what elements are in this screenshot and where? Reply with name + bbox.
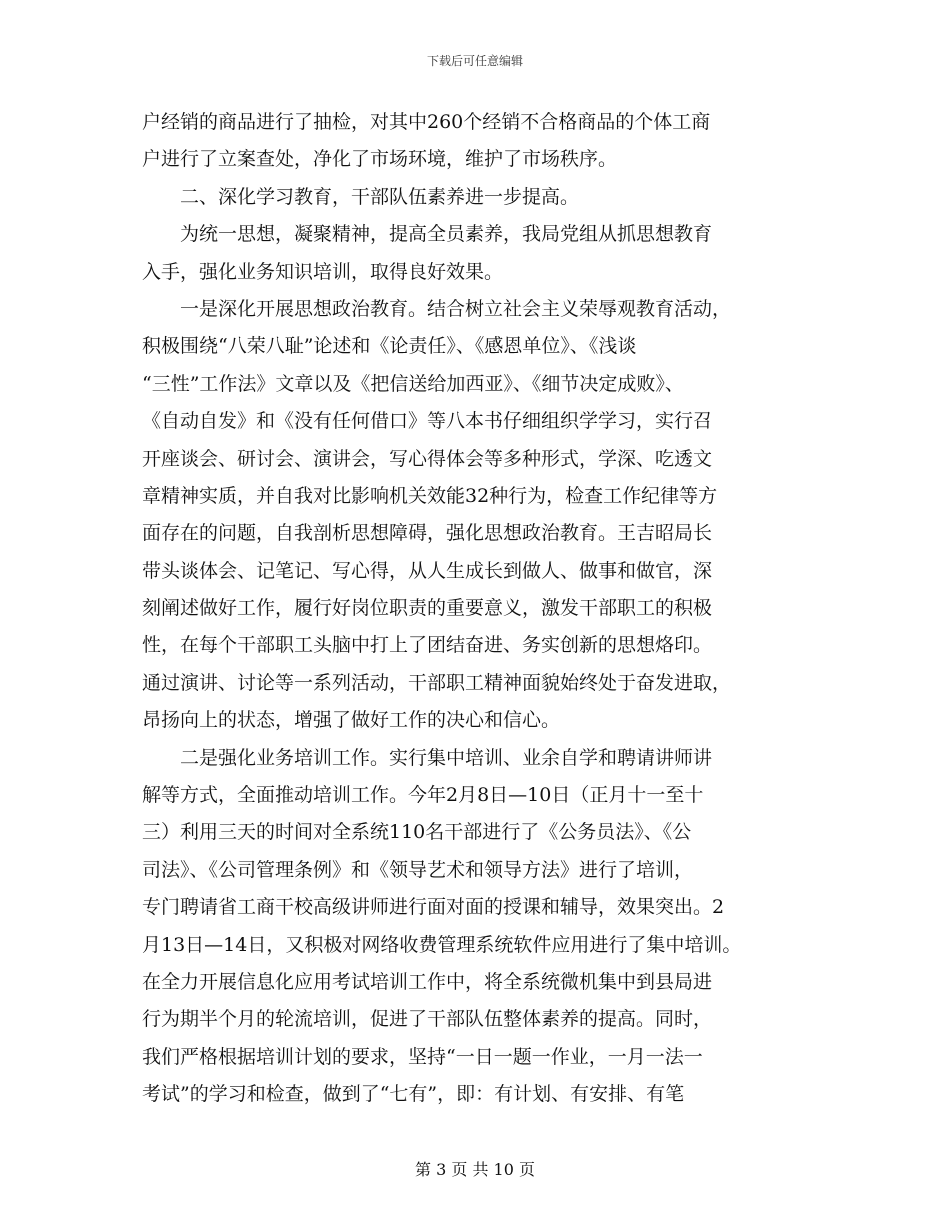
text-line: 刻阐述做好工作，履行好岗位职责的重要意义，激发干部职工的积极 — [142, 597, 713, 620]
text-line: 我们严格根据培训计划的要求，坚持“一日一题一作业，一月一法一 — [142, 1045, 703, 1068]
text-line: 昂扬向上的状态，增强了做好工作的决心和信心。 — [142, 709, 561, 732]
page-header: 下载后可任意编辑 — [426, 54, 523, 68]
text-line: 章精神实质，并自我对比影响机关效能32种行为，检查工作纪律等方 — [142, 484, 718, 507]
text-line: 司法》、《公司管理条例》和《领导艺术和领导方法》进行了培训， — [142, 858, 694, 881]
page-number: 第 3 页 共 10 页 — [415, 1160, 535, 1179]
text-line: 开座谈会、研讨会、演讲会，写心得体会等多种形式，学深、吃透文 — [142, 447, 713, 470]
text-line: 月13日—14日，又积极对网络收费管理系统软件应用进行了集中培训。 — [142, 933, 742, 956]
text-line: 考试”的学习和检查，做到了“七有”，即：有计划、有安排、有笔 — [142, 1083, 685, 1106]
text-line: 解等方式，全面推动培训工作。今年2月8日—10日（正月十一至十 — [142, 784, 704, 807]
text-line: 三）利用三天的时间对全系统110名干部进行了《公务员法》、《公 — [142, 821, 692, 844]
text-line: 通过演讲、讨论等一系列活动，干部职工精神面貌始终处于奋发进取， — [142, 671, 732, 694]
text-line: 积极围绕“八荣八耻”论述和《论责任》、《感恩单位》、《浅谈 — [142, 335, 637, 358]
text-line: 行为期半个月的轮流培训，促进了干部队伍整体素养的提高。同时， — [142, 1008, 713, 1031]
text-line: 在全力开展信息化应用考试培训工作中，将全系统微机集中到县局进 — [142, 970, 713, 993]
text-line: 《自动自发》和《没有任何借口》等八本书仔细组织学学习，实行召 — [142, 410, 713, 433]
text-line: 入手，强化业务知识培训，取得良好效果。 — [142, 260, 504, 283]
text-line: 户进行了立案查处，净化了市场环境，维护了市场秩序。 — [142, 148, 618, 171]
text-line: 性，在每个干部职工头脑中打上了团结奋进、务实创新的思想烙印。 — [142, 634, 713, 657]
section-heading: 二、深化学习教育，干部队伍素养进一步提高。 — [142, 185, 580, 208]
text-line: 户经销的商品进行了抽检，对其中260个经销不合格商品的个体工商 — [142, 111, 711, 133]
text-line: 二是强化业务培训工作。实行集中培训、业余自学和聘请讲师讲 — [142, 746, 713, 769]
text-line: 专门聘请省工商干校高级讲师进行面对面的授课和辅导，效果突出。2 — [142, 896, 725, 919]
text-line: 带头谈体会、记笔记、写心得，从人生成长到做人、做事和做官，深 — [142, 559, 713, 582]
text-line: “三性”工作法》文章以及《把信送给加西亚》、《细节决定成败》、 — [142, 372, 684, 395]
text-line: 面存在的问题，自我剖析思想障碍，强化思想政治教育。王吉昭局长 — [142, 522, 713, 545]
document-body — [142, 104, 822, 1114]
text-line: 一是深化开展思想政治教育。结合树立社会主义荣辱观教育活动， — [142, 297, 732, 320]
text-line: 为统一思想，凝聚精神，提高全员素养，我局党组从抓思想教育 — [142, 223, 713, 246]
